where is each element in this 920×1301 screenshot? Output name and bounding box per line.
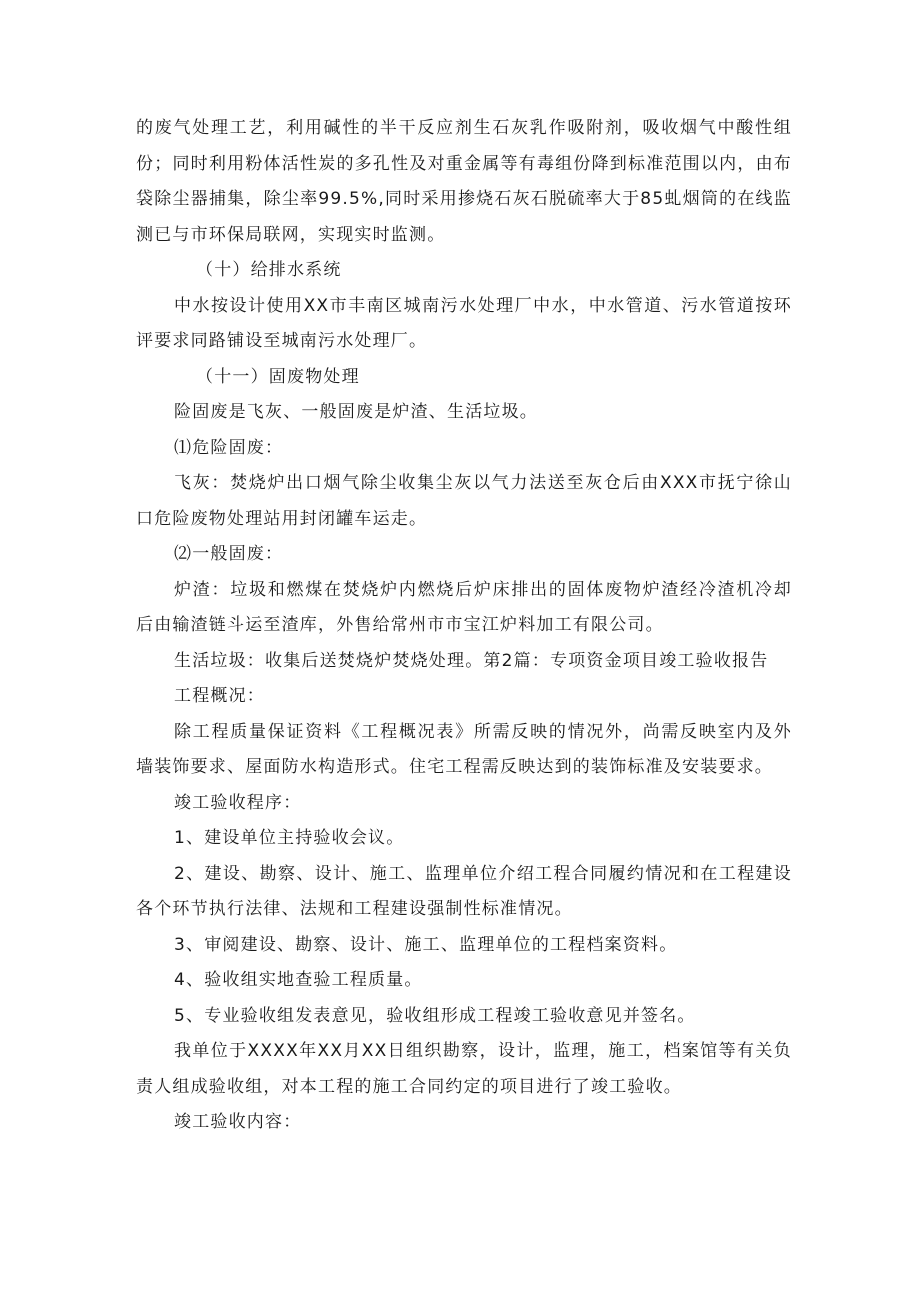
procedure-step-2: 2、建设、勘察、设计、施工、监理单位介绍工程合同履约情况和在工程建设各个环节执行法律、法规和工程建设强制性标准情况。 <box>136 863 792 919</box>
section-heading-solid-waste: （十一）固废物处理 <box>196 366 360 387</box>
procedure-step-4: 4、验收组实地查验工程质量。 <box>174 970 423 990</box>
section-heading-water-system: （十）给排水系统 <box>196 260 342 280</box>
paragraph-slag: 炉渣：垃圾和燃煤在焚烧炉内燃烧后炉床排出的固体废物炉渣经冷渣机冷却后由输渣链斗运至渣库，外售给常州市市宝江炉料加工有限公司。 <box>136 579 792 635</box>
paragraph-fly-ash: 飞灰：焚烧炉出口烟气除尘收集尘灰以气力法送至灰仓后由XXX市抚宁徐山口危险废物处理站用封闭罐车运走。 <box>136 473 792 529</box>
list-label-general-waste: ⑵一般固废： <box>174 544 284 564</box>
paragraph-waste-gas-treatment: 的废气处理工艺，利用碱性的半干反应剂生石灰乳作吸附剂，吸收烟气中酸性组份；同时利用粉体活性炭的多孔性及对重金属等有毒组份降到标准范围以内，由布袋除尘器捕集，除尘率99.5%,同时采用掺烧石灰石脱硫率大于85虬烟筒的在线监测已与市环保局联网，实现实时监测。 <box>136 118 792 245</box>
label-acceptance-procedure: 竣工验收程序： <box>174 792 302 813</box>
paragraph-project-overview: 除工程质量保证资料《工程概况表》所需反映的情况外，尚需反映室内及外墙装饰要求、屋面防水构造形式。住宅工程需反映达到的装饰标准及安装要求。 <box>136 721 792 777</box>
paragraph-waste-categories: 险固废是飞灰、一般固废是炉渣、生活垃圾。 <box>174 402 538 422</box>
procedure-step-3: 3、审阅建设、勘察、设计、施工、监理单位的工程档案资料。 <box>174 934 678 955</box>
procedure-step-1: 1、建设单位主持验收会议。 <box>174 828 405 848</box>
procedure-step-5: 5、专业验收组发表意见，验收组形成工程竣工验收意见并签名。 <box>174 1005 696 1026</box>
paragraph-reclaimed-water: 中水按设计使用XX市丰南区城南污水处理厂中水，中水管道、污水管道按环评要求同路铺设至城南污水处理厂。 <box>136 295 792 351</box>
list-label-hazardous-waste: ⑴危险固废： <box>174 437 284 458</box>
label-acceptance-content: 竣工验收内容： <box>174 1112 302 1132</box>
document-body <box>136 111 792 1141</box>
paragraph-domestic-waste: 生活垃圾：收集后送焚烧炉焚烧处理。第2篇：专项资金项目竣工验收报告 <box>174 650 769 671</box>
paragraph-acceptance-organization: 我单位于XXXX年XX月XX日组织勘察，设计，监理，施工，档案馆等有关负责人组成验收组，对本工程的施工合同约定的项目进行了竣工验收。 <box>136 1041 792 1097</box>
label-project-overview: 工程概况： <box>174 686 265 706</box>
